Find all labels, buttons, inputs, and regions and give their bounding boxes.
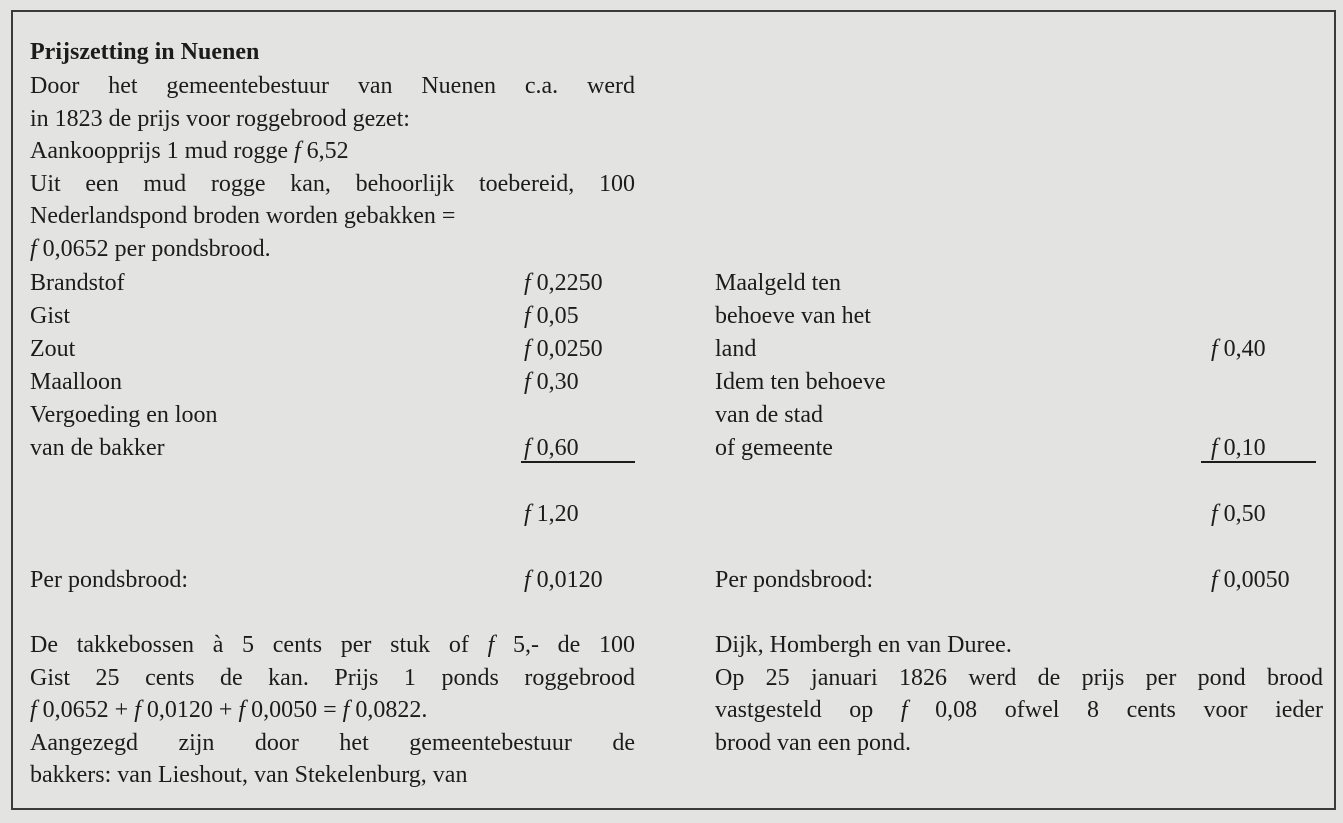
- left-per-label: Per pondsbrood:: [30, 567, 188, 593]
- left-per-amount: f 0,0120: [524, 567, 603, 593]
- footer-left-line-5: bakkers: van Lieshout, van Stekelenburg, van: [30, 762, 468, 788]
- footer-right-paragraph: [715, 629, 1323, 759]
- right-sum-rule: [1201, 461, 1316, 463]
- intro-line-3: Aankoopprijs 1 mud rogge f 6,52: [30, 138, 349, 164]
- intro-line-5: Nederlandspond broden worden gebakken =: [30, 203, 456, 229]
- right-per-amount: f 0,0050: [1211, 567, 1290, 593]
- intro-line-2: in 1823 de prijs voor roggebrood gezet:: [30, 105, 410, 132]
- florin-symbol: f: [30, 235, 37, 262]
- intro-paragraph: [30, 70, 635, 265]
- cost-amount-gist: f 0,05: [524, 303, 579, 329]
- right-cost-label-2c: of gemeente: [715, 435, 833, 461]
- right-cost-label-1c: land: [715, 336, 757, 362]
- cost-amount-maalloon: f 0,30: [524, 369, 579, 395]
- cost-label-brandstof: Brandstof: [30, 270, 125, 296]
- left-total-amount: f 1,20: [524, 501, 579, 527]
- footer-left-line-1: De takkebossen à 5 cents per stuk of f 5,- de 100: [30, 632, 636, 658]
- footer-left-line-2: Gist 25 cents de kan. Prijs 1 ponds roggebrood: [30, 664, 635, 691]
- intro-line-1: Door het gemeentebestuur van Nuenen c.a. werd: [30, 73, 635, 99]
- right-cost-label-1b: behoeve van het: [715, 303, 871, 329]
- footer-left-line-3: f 0,0652 + f 0,0120 + f 0,0050 = f 0,0822.: [30, 697, 428, 723]
- right-cost-amount-2: f 0,10: [1211, 435, 1266, 461]
- cost-amount-brandstof: f 0,2250: [524, 270, 603, 296]
- intro-line-6: f 0,0652 per pondsbrood.: [30, 235, 271, 262]
- right-per-label: Per pondsbrood:: [715, 567, 873, 593]
- footer-right-line-2: Op 25 januari 1826 werd de prijs per pond brood: [715, 664, 1323, 691]
- cost-amount-bakker: f 0,60: [524, 435, 579, 461]
- cost-label-bakker: van de bakker: [30, 435, 165, 461]
- cost-label-zout: Zout: [30, 336, 76, 362]
- cost-label-maalloon: Maalloon: [30, 369, 122, 395]
- footer-right-line-3: vastgesteld op f 0,08 ofwel 8 cents voor ieder: [715, 697, 1324, 723]
- footer-left-line-4: Aangezegd zijn door het gemeentebestuur de: [30, 729, 635, 756]
- cost-label-gist: Gist: [30, 303, 71, 329]
- cost-amount-zout: f 0,0250: [524, 336, 603, 362]
- florin-symbol: f: [293, 138, 301, 164]
- footer-right-line-4: brood van een pond.: [715, 729, 911, 756]
- page-title: Prijszetting in Nuenen: [30, 39, 260, 65]
- left-sum-rule: [521, 461, 635, 463]
- intro-line-4: Uit een mud rogge kan, behoorlijk toebereid, 100: [30, 170, 635, 197]
- right-cost-amount-1: f 0,40: [1211, 336, 1266, 362]
- right-cost-label-2b: van de stad: [715, 402, 823, 428]
- right-total-amount: f 0,50: [1211, 501, 1266, 527]
- right-cost-label-1a: Maalgeld ten: [715, 270, 841, 296]
- right-cost-label-2a: Idem ten behoeve: [715, 369, 886, 395]
- footer-left-paragraph: [30, 629, 635, 792]
- cost-label-vergoeding: Vergoeding en loon: [30, 402, 218, 428]
- footer-right-line-1: Dijk, Hombergh en van Duree.: [715, 632, 1012, 658]
